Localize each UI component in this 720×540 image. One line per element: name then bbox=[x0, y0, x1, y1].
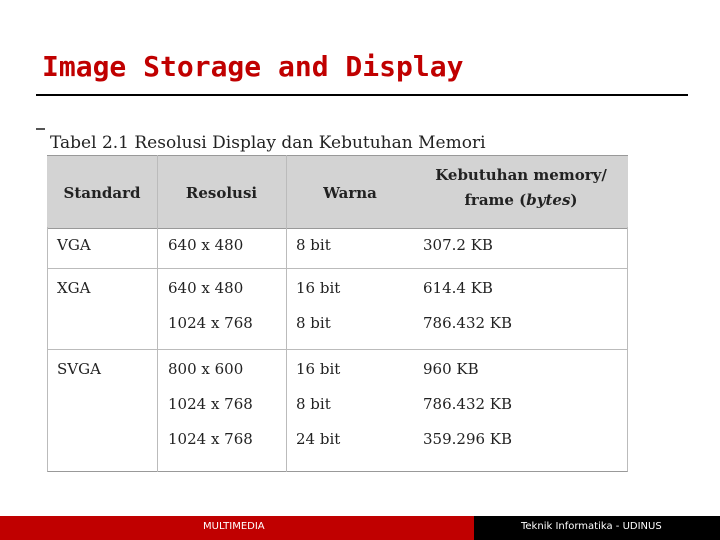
table-caption: Tabel 2.1 Resolusi Display dan Kebutuhan Memori bbox=[50, 133, 486, 153]
table-cell-warna: 16 bit bbox=[296, 360, 341, 378]
footer-institution-label: Teknik Informatika - UDINUS bbox=[521, 521, 662, 532]
table-cell-standard: VGA bbox=[57, 236, 91, 254]
table-cell-warna: 8 bit bbox=[296, 236, 331, 254]
slide-title: Image Storage and Display bbox=[42, 50, 464, 83]
table-cell-resolusi: 1024 x 768 bbox=[168, 314, 253, 332]
header-memory-line1: Kebutuhan memory/ bbox=[435, 166, 607, 184]
footer-course-label: MULTIMEDIA bbox=[203, 521, 265, 532]
header-standard: Standard bbox=[63, 184, 141, 202]
table-cell-memory: 960 KB bbox=[423, 360, 479, 378]
table-cell-resolusi: 1024 x 768 bbox=[168, 395, 253, 413]
table-cell-memory: 307.2 KB bbox=[423, 236, 493, 254]
column-divider bbox=[286, 155, 287, 472]
table-cell-standard: XGA bbox=[57, 279, 91, 297]
header-memory-italic: bytes bbox=[526, 191, 571, 209]
bullet-marker bbox=[36, 128, 45, 130]
header-memory-prefix: frame ( bbox=[464, 191, 527, 209]
table-cell-warna: 16 bit bbox=[296, 279, 341, 297]
table-cell-memory: 786.432 KB bbox=[423, 395, 513, 413]
table-cell-memory: 359.296 KB bbox=[423, 430, 513, 448]
row-divider bbox=[47, 349, 628, 350]
table-cell-resolusi: 800 x 600 bbox=[168, 360, 244, 378]
resolution-table bbox=[47, 155, 628, 472]
table-cell-warna: 8 bit bbox=[296, 395, 331, 413]
column-divider bbox=[157, 155, 158, 472]
table-cell-resolusi: 640 x 480 bbox=[168, 236, 244, 254]
row-divider bbox=[47, 268, 628, 269]
table-cell-warna: 24 bit bbox=[296, 430, 341, 448]
table-cell-resolusi: 1024 x 768 bbox=[168, 430, 253, 448]
table-cell-memory: 614.4 KB bbox=[423, 279, 493, 297]
title-divider bbox=[36, 94, 688, 96]
table-cell-warna: 8 bit bbox=[296, 314, 331, 332]
table-cell-standard: SVGA bbox=[57, 360, 101, 378]
header-warna: Warna bbox=[323, 184, 377, 202]
table-cell-memory: 786.432 KB bbox=[423, 314, 513, 332]
header-memory-suffix: ) bbox=[570, 191, 578, 209]
table-cell-resolusi: 640 x 480 bbox=[168, 279, 244, 297]
header-memory-line2 bbox=[414, 191, 628, 209]
header-resolusi: Resolusi bbox=[185, 184, 258, 202]
